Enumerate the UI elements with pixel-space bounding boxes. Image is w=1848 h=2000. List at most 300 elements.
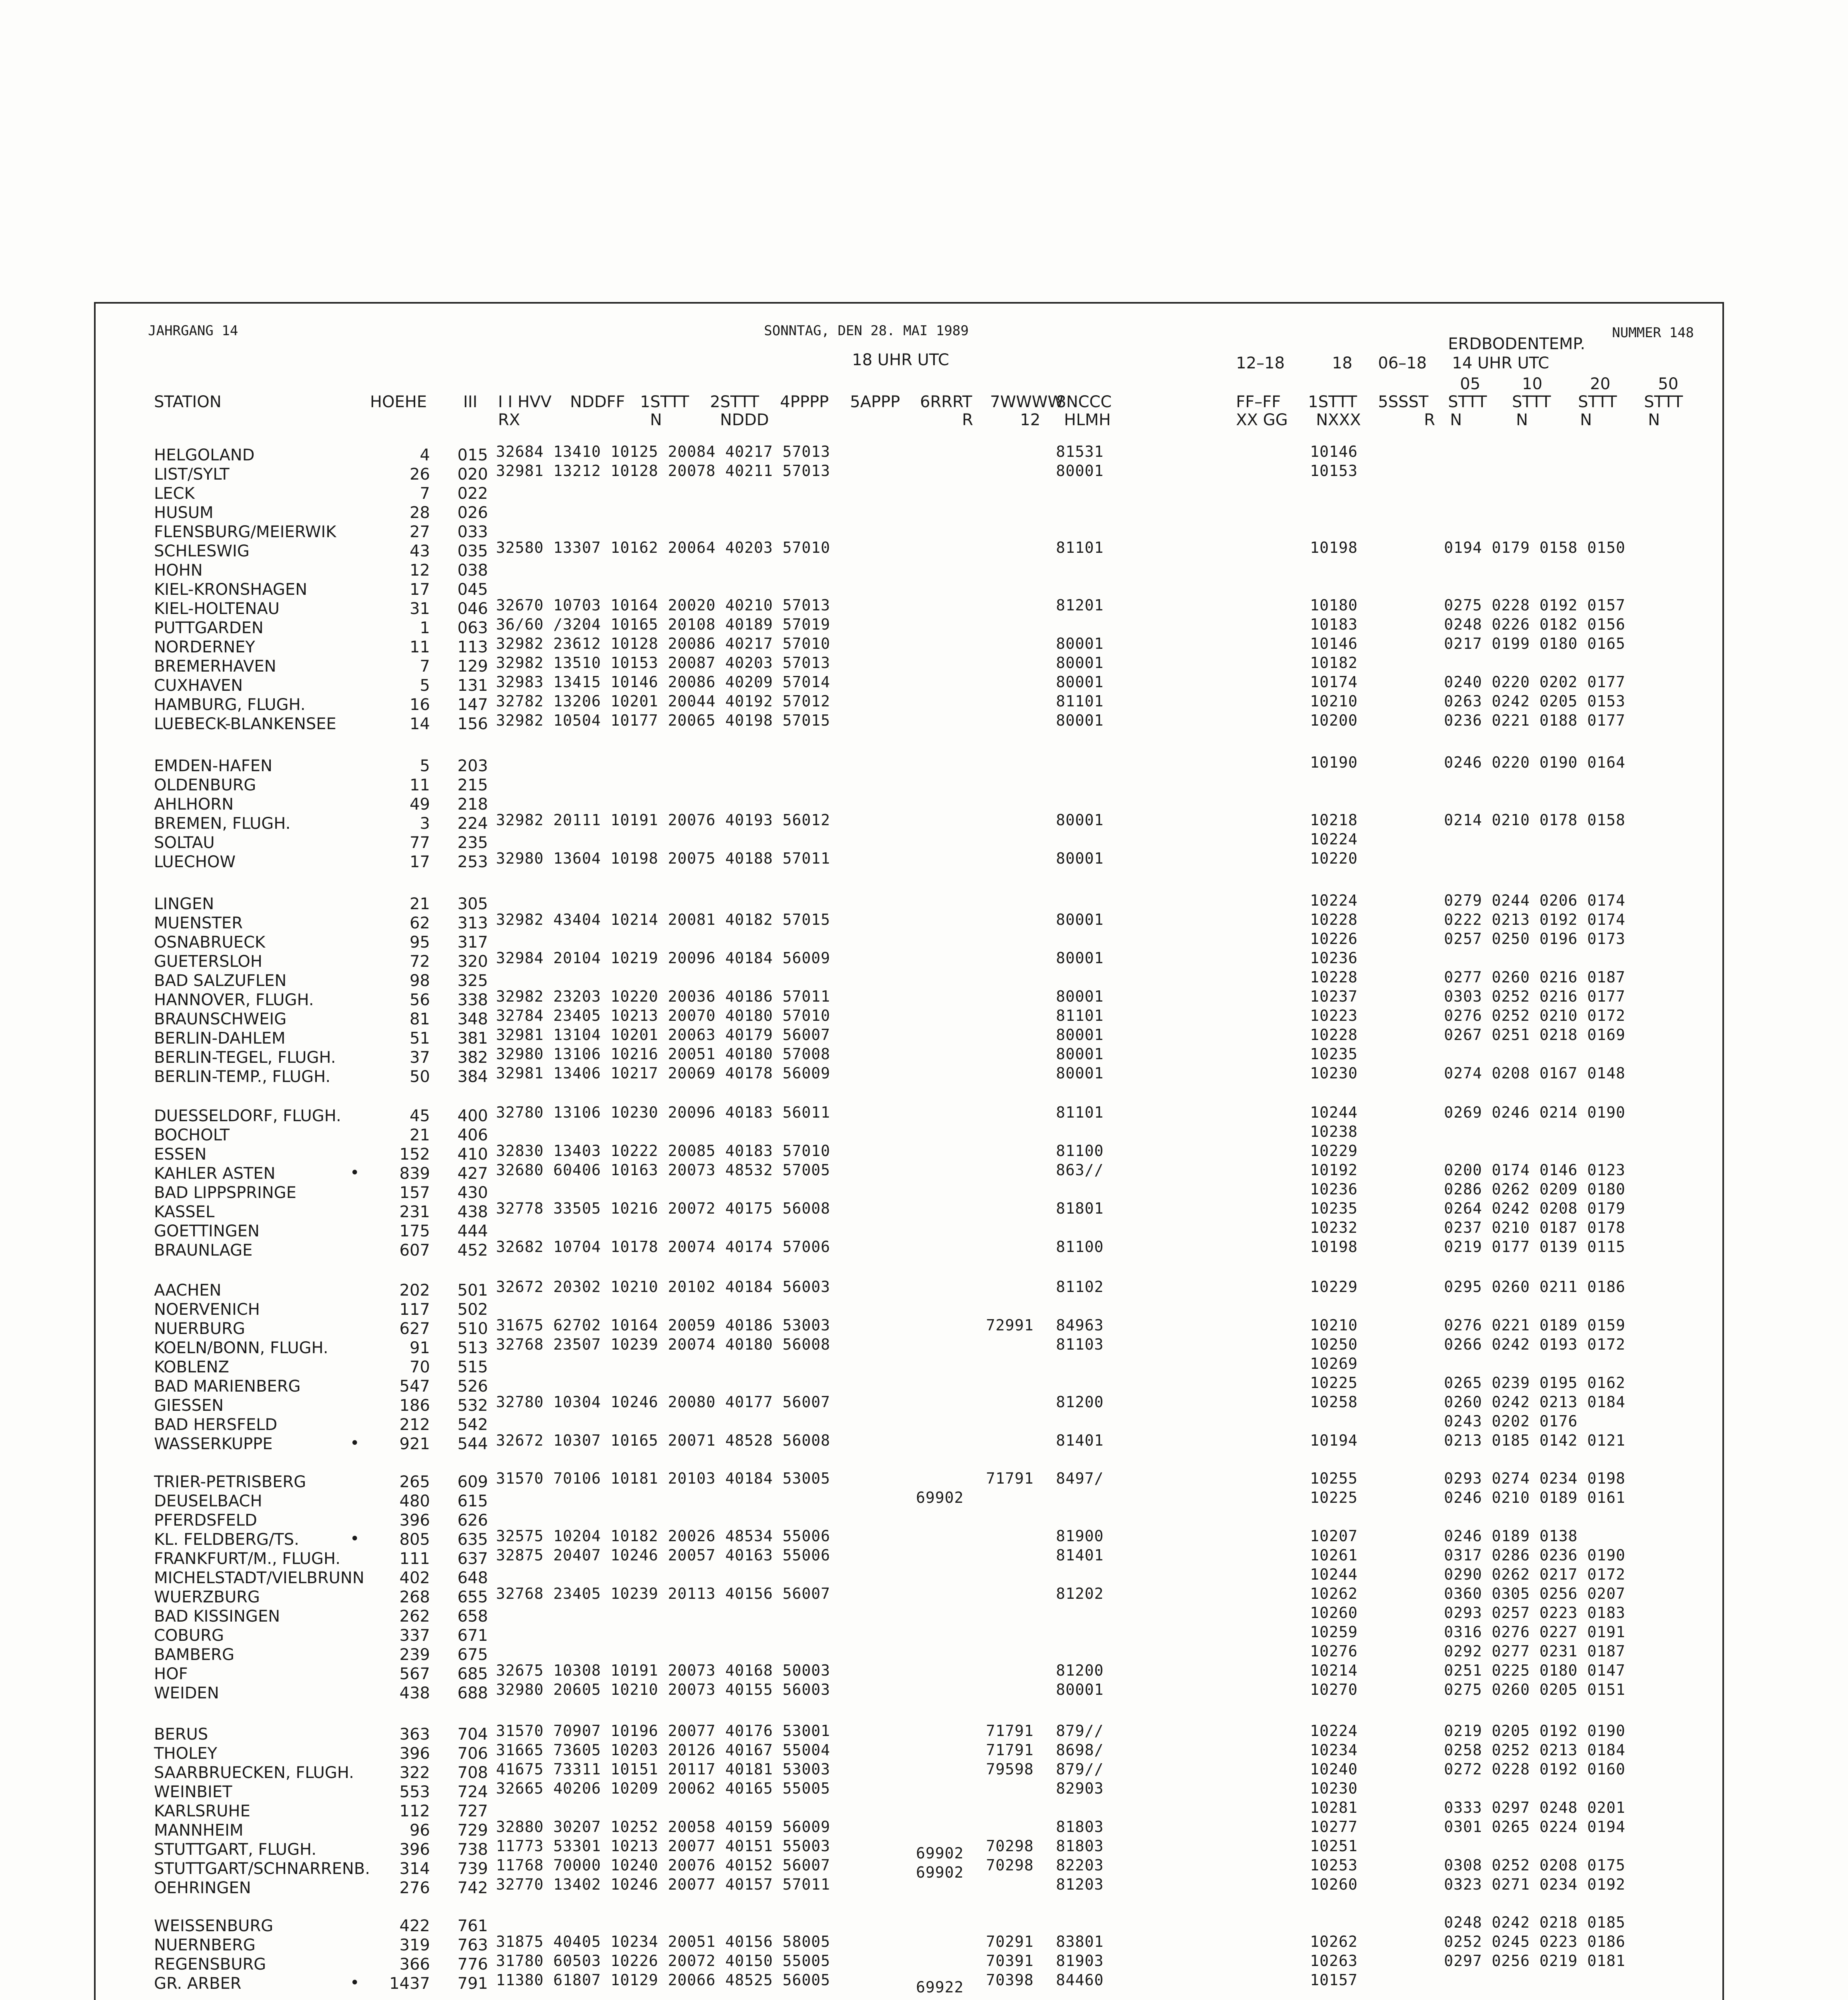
station-height: 7 bbox=[420, 484, 430, 503]
station-id: 320 bbox=[457, 952, 488, 971]
cloud-group: 81803 bbox=[1056, 1837, 1104, 1855]
cloud-group: 81101 bbox=[1056, 1007, 1104, 1024]
station-name: NUERNBERG bbox=[154, 1936, 256, 1954]
synop-groups: 32875 20407 10246 20057 40163 55006 bbox=[496, 1546, 830, 1564]
col-header-d50: 50 bbox=[1658, 375, 1678, 393]
station-height: 319 bbox=[399, 1936, 430, 1954]
col-header-nn: N bbox=[1516, 411, 1528, 429]
station-name: BAD MARIENBERG bbox=[154, 1377, 301, 1396]
station-name: NOERVENICH bbox=[154, 1300, 260, 1319]
station-height: 11 bbox=[410, 638, 430, 656]
station-name: AHLHORN bbox=[154, 795, 234, 814]
soil-temp-values: 0194 0179 0158 0150 bbox=[1444, 539, 1626, 556]
col-header-sttt: STTT bbox=[1512, 393, 1551, 411]
synop-groups: 32680 60406 10163 20073 48532 57005 bbox=[496, 1161, 830, 1179]
date-label: SONNTAG, DEN 28. MAI 1989 bbox=[764, 323, 969, 339]
station-id: 791 bbox=[457, 1974, 488, 1993]
soil-temp-values: 0243 0202 0176 bbox=[1444, 1412, 1578, 1430]
synop-groups: 32984 20104 10219 20096 40184 56009 bbox=[496, 949, 830, 967]
station-height: 186 bbox=[399, 1396, 430, 1415]
station-name: BAD SALZUFLEN bbox=[154, 972, 287, 990]
max-temp-group: 10277 bbox=[1310, 1818, 1358, 1836]
station-height: 91 bbox=[410, 1339, 430, 1357]
cloud-group: 80001 bbox=[1056, 1026, 1104, 1044]
cloud-group: 80001 bbox=[1056, 850, 1104, 867]
station-height: 553 bbox=[399, 1783, 430, 1801]
cloud-group: 81202 bbox=[1056, 1585, 1104, 1602]
synop-groups: 32770 13402 10246 20077 40157 57011 bbox=[496, 1876, 830, 1893]
weather-group: 70298 bbox=[986, 1837, 1034, 1855]
synop-groups: 32780 13106 10230 20096 40183 56011 bbox=[496, 1104, 830, 1121]
weather-group: 70291 bbox=[986, 1933, 1034, 1950]
max-temp-group: 10244 bbox=[1310, 1566, 1358, 1583]
precip-group: 69902 bbox=[916, 1844, 964, 1862]
station-name: GIESSEN bbox=[154, 1396, 224, 1415]
cloud-group: 82203 bbox=[1056, 1856, 1104, 1874]
station-id: 688 bbox=[457, 1684, 488, 1702]
col-header-c5appp: 5APPP bbox=[850, 393, 900, 411]
station-height: 31 bbox=[410, 600, 430, 618]
col-header-nn: N bbox=[1450, 411, 1462, 429]
station-id: 384 bbox=[457, 1068, 488, 1086]
max-temp-group: 10236 bbox=[1310, 949, 1358, 967]
max-temp-group: 10214 bbox=[1310, 1662, 1358, 1679]
station-name: MANNHEIM bbox=[154, 1821, 244, 1840]
soil-temp-values: 0213 0185 0142 0121 bbox=[1444, 1432, 1626, 1449]
station-id: 203 bbox=[457, 757, 488, 775]
station-height: 112 bbox=[399, 1802, 430, 1820]
station-id: 156 bbox=[457, 715, 488, 733]
max-temp-group: 10223 bbox=[1310, 1007, 1358, 1024]
station-name: EMDEN-HAFEN bbox=[154, 757, 272, 775]
cloud-group: 80001 bbox=[1056, 1064, 1104, 1082]
station-height: 7 bbox=[420, 657, 430, 676]
max-temp-group: 10259 bbox=[1310, 1623, 1358, 1641]
synop-groups: 32575 10204 10182 20026 48534 55006 bbox=[496, 1527, 830, 1545]
utc-18-heading: 18 UHR UTC bbox=[852, 351, 949, 369]
station-name: ESSEN bbox=[154, 1145, 207, 1164]
station-height: 95 bbox=[410, 933, 430, 952]
station-height: 17 bbox=[410, 580, 430, 599]
station-id: 626 bbox=[457, 1511, 488, 1530]
station-id: 015 bbox=[457, 446, 488, 464]
soil-temp-values: 0260 0242 0213 0184 bbox=[1444, 1393, 1626, 1411]
station-name: LUEBECK-BLANKENSEE bbox=[154, 715, 336, 733]
soil-temp-values: 0277 0260 0216 0187 bbox=[1444, 968, 1626, 986]
station-id: 502 bbox=[457, 1300, 488, 1319]
station-name: TRIER-PETRISBERG bbox=[154, 1473, 306, 1491]
max-temp-group: 10262 bbox=[1310, 1585, 1358, 1602]
max-temp-group: 10194 bbox=[1310, 1432, 1358, 1449]
max-temp-group: 10262 bbox=[1310, 1933, 1358, 1950]
period-18: 18 bbox=[1332, 354, 1352, 372]
max-temp-group: 10224 bbox=[1310, 830, 1358, 848]
synop-groups: 32778 33505 10216 20072 40175 56008 bbox=[496, 1200, 830, 1217]
station-height: 839 bbox=[399, 1164, 430, 1183]
soil-temp-values: 0272 0228 0192 0160 bbox=[1444, 1760, 1626, 1778]
synop-groups: 32768 23405 10239 20113 40156 56007 bbox=[496, 1585, 830, 1602]
soil-temp-values: 0219 0205 0192 0190 bbox=[1444, 1722, 1626, 1740]
station-name: NUERBURG bbox=[154, 1320, 245, 1338]
station-id: 317 bbox=[457, 933, 488, 952]
max-temp-group: 10258 bbox=[1310, 1393, 1358, 1411]
station-id: 724 bbox=[457, 1783, 488, 1801]
cloud-group: 81401 bbox=[1056, 1546, 1104, 1564]
station-name: LUECHOW bbox=[154, 853, 236, 871]
station-height: 17 bbox=[410, 853, 430, 871]
weather-group: 71791 bbox=[986, 1741, 1034, 1759]
station-id: 313 bbox=[457, 914, 488, 932]
max-temp-group: 10220 bbox=[1310, 850, 1358, 867]
station-name: BREMEN, FLUGH. bbox=[154, 814, 291, 833]
station-id: 615 bbox=[457, 1492, 488, 1510]
station-id: 685 bbox=[457, 1665, 488, 1683]
soil-temp-values: 0269 0246 0214 0190 bbox=[1444, 1104, 1626, 1121]
station-id: 045 bbox=[457, 580, 488, 599]
soil-temp-values: 0275 0228 0192 0157 bbox=[1444, 596, 1626, 614]
cloud-group: 84963 bbox=[1056, 1316, 1104, 1334]
max-temp-group: 10198 bbox=[1310, 1238, 1358, 1256]
station-height: 175 bbox=[399, 1222, 430, 1240]
soil-temp-values: 0240 0220 0202 0177 bbox=[1444, 673, 1626, 691]
station-height: 70 bbox=[410, 1358, 430, 1376]
station-id: 513 bbox=[457, 1339, 488, 1357]
synop-groups: 32670 10703 10164 20020 40210 57013 bbox=[496, 596, 830, 614]
soil-temp-values: 0316 0276 0227 0191 bbox=[1444, 1623, 1626, 1641]
soil-temp-values: 0214 0210 0178 0158 bbox=[1444, 811, 1626, 829]
max-temp-group: 10237 bbox=[1310, 988, 1358, 1005]
cloud-group: 80001 bbox=[1056, 1045, 1104, 1063]
station-height: 43 bbox=[410, 542, 430, 560]
max-temp-group: 10229 bbox=[1310, 1278, 1358, 1296]
max-temp-group: 10224 bbox=[1310, 1722, 1358, 1740]
station-height: 56 bbox=[410, 991, 430, 1009]
station-name: KARLSRUHE bbox=[154, 1802, 250, 1820]
synop-groups: 32980 13106 10216 20051 40180 57008 bbox=[496, 1045, 830, 1063]
station-name: SCHLESWIG bbox=[154, 542, 250, 560]
station-height: 396 bbox=[399, 1511, 430, 1530]
max-temp-group: 10263 bbox=[1310, 1952, 1358, 1970]
cloud-group: 879// bbox=[1056, 1760, 1104, 1778]
station-id: 532 bbox=[457, 1396, 488, 1415]
station-id: 706 bbox=[457, 1744, 488, 1763]
synop-groups: 11768 70000 10240 20076 40152 56007 bbox=[496, 1856, 830, 1874]
station-height: 547 bbox=[399, 1377, 430, 1396]
station-name: KASSEL bbox=[154, 1203, 215, 1221]
station-id: 542 bbox=[457, 1416, 488, 1434]
soil-temp-values: 0237 0210 0187 0178 bbox=[1444, 1219, 1626, 1236]
synop-groups: 32982 10504 10177 20065 40198 57015 bbox=[496, 712, 830, 729]
station-name: COBURG bbox=[154, 1626, 224, 1645]
soil-temp-values: 0265 0239 0195 0162 bbox=[1444, 1374, 1626, 1392]
col-header-iihvv: I I HVV bbox=[498, 393, 552, 411]
cloud-group: 80001 bbox=[1056, 1681, 1104, 1698]
soil-temp-values: 0292 0277 0231 0187 bbox=[1444, 1642, 1626, 1660]
max-temp-group: 10225 bbox=[1310, 1489, 1358, 1506]
soil-temp-values: 0290 0262 0217 0172 bbox=[1444, 1566, 1626, 1583]
station-id: 729 bbox=[457, 1821, 488, 1840]
max-temp-group: 10229 bbox=[1310, 1142, 1358, 1160]
station-height: 422 bbox=[399, 1917, 430, 1935]
station-id: 708 bbox=[457, 1764, 488, 1782]
station-name: LINGEN bbox=[154, 895, 214, 913]
max-temp-group: 10250 bbox=[1310, 1336, 1358, 1353]
max-temp-group: 10255 bbox=[1310, 1470, 1358, 1487]
col-header-d20: 20 bbox=[1590, 375, 1610, 393]
station-id: 348 bbox=[457, 1010, 488, 1028]
cloud-group: 879// bbox=[1056, 1722, 1104, 1740]
station-name: SAARBRUECKEN, FLUGH. bbox=[154, 1764, 354, 1782]
max-temp-group: 10146 bbox=[1310, 443, 1358, 460]
precip-group: 69902 bbox=[916, 1489, 964, 1506]
station-name: HOF bbox=[154, 1665, 188, 1683]
max-temp-group: 10240 bbox=[1310, 1760, 1358, 1778]
station-id: 452 bbox=[457, 1241, 488, 1260]
station-height: 111 bbox=[399, 1550, 430, 1568]
soil-temp-values: 0219 0177 0139 0115 bbox=[1444, 1238, 1626, 1256]
station-id: 742 bbox=[457, 1879, 488, 1897]
station-height: 396 bbox=[399, 1744, 430, 1763]
max-temp-group: 10174 bbox=[1310, 673, 1358, 691]
station-height: 366 bbox=[399, 1955, 430, 1974]
station-id: 671 bbox=[457, 1626, 488, 1645]
station-id: 501 bbox=[457, 1281, 488, 1300]
station-id: 738 bbox=[457, 1840, 488, 1859]
station-name: DEUSELBACH bbox=[154, 1492, 262, 1510]
station-height: 276 bbox=[399, 1879, 430, 1897]
station-height: 262 bbox=[399, 1607, 430, 1626]
station-name: OSNABRUECK bbox=[154, 933, 266, 952]
max-temp-group: 10228 bbox=[1310, 968, 1358, 986]
max-temp-group: 10180 bbox=[1310, 596, 1358, 614]
weather-group: 71791 bbox=[986, 1470, 1034, 1487]
cloud-group: 81103 bbox=[1056, 1336, 1104, 1353]
mountain-station-marker: • bbox=[350, 1530, 360, 1548]
soil-temp-values: 0295 0260 0211 0186 bbox=[1444, 1278, 1626, 1296]
station-id: 035 bbox=[457, 542, 488, 560]
station-name: BERLIN-DAHLEM bbox=[154, 1029, 286, 1048]
soil-temp-values: 0246 0189 0138 bbox=[1444, 1527, 1578, 1545]
station-height: 62 bbox=[410, 914, 430, 932]
precip-group: 69902 bbox=[916, 1864, 964, 1881]
col-header-c4pppp: 4PPPP bbox=[780, 393, 829, 411]
synop-groups: 32672 20302 10210 20102 40184 56003 bbox=[496, 1278, 830, 1296]
issue-number: NUMMER 148 bbox=[1612, 325, 1694, 341]
station-id: 325 bbox=[457, 972, 488, 990]
station-id: 026 bbox=[457, 504, 488, 522]
station-name: FLENSBURG/MEIERWIK bbox=[154, 523, 336, 541]
station-name: LIST/SYLT bbox=[154, 465, 230, 484]
station-name: BAD HERSFELD bbox=[154, 1416, 278, 1434]
soil-temp-values: 0246 0220 0190 0164 bbox=[1444, 754, 1626, 771]
station-id: 655 bbox=[457, 1588, 488, 1606]
station-id: 648 bbox=[457, 1569, 488, 1587]
station-id: 113 bbox=[457, 638, 488, 656]
station-name: WEISSENBURG bbox=[154, 1917, 274, 1935]
synop-groups: 32981 13212 10128 20078 40211 57013 bbox=[496, 462, 830, 480]
cloud-group: 80001 bbox=[1056, 462, 1104, 480]
soil-temp-values: 0252 0245 0223 0186 bbox=[1444, 1933, 1626, 1950]
station-name: BREMERHAVEN bbox=[154, 657, 276, 676]
cloud-group: 80001 bbox=[1056, 911, 1104, 928]
station-height: 1437 bbox=[389, 1974, 430, 1993]
max-temp-group: 10276 bbox=[1310, 1642, 1358, 1660]
synop-groups: 31570 70907 10196 20077 40176 53001 bbox=[496, 1722, 830, 1740]
col-header-station: STATION bbox=[154, 393, 222, 411]
station-name: BERUS bbox=[154, 1725, 208, 1744]
station-id: 129 bbox=[457, 657, 488, 676]
synop-groups: 32768 23507 10239 20074 40180 56008 bbox=[496, 1336, 830, 1353]
soil-temp-values: 0276 0221 0189 0159 bbox=[1444, 1316, 1626, 1334]
soil-temp-values: 0246 0210 0189 0161 bbox=[1444, 1489, 1626, 1506]
station-id: 215 bbox=[457, 776, 488, 794]
station-height: 438 bbox=[399, 1684, 430, 1702]
max-temp-group: 10253 bbox=[1310, 1856, 1358, 1874]
weather-group: 71791 bbox=[986, 1722, 1034, 1740]
station-id: 776 bbox=[457, 1955, 488, 1974]
col-header-n: N bbox=[650, 411, 662, 429]
station-height: 28 bbox=[410, 504, 430, 522]
station-height: 402 bbox=[399, 1569, 430, 1587]
station-name: HANNOVER, FLUGH. bbox=[154, 991, 314, 1009]
station-name: KOELN/BONN, FLUGH. bbox=[154, 1339, 328, 1357]
cloud-group: 82903 bbox=[1056, 1780, 1104, 1797]
soil-temp-values: 0308 0252 0208 0175 bbox=[1444, 1856, 1626, 1874]
station-id: 305 bbox=[457, 895, 488, 913]
soil-temp-values: 0200 0174 0146 0123 bbox=[1444, 1161, 1626, 1179]
station-id: 637 bbox=[457, 1550, 488, 1568]
col-header-xxgg: XX GG bbox=[1236, 411, 1288, 429]
station-height: 4 bbox=[420, 446, 430, 464]
col-header-r2: R bbox=[1424, 411, 1435, 429]
station-id: 675 bbox=[457, 1646, 488, 1664]
synop-groups: 32780 10304 10246 20080 40177 56007 bbox=[496, 1393, 830, 1411]
station-name: GR. ARBER bbox=[154, 1974, 242, 1993]
station-id: 635 bbox=[457, 1530, 488, 1549]
station-height: 363 bbox=[399, 1725, 430, 1744]
max-temp-group: 10261 bbox=[1310, 1546, 1358, 1564]
cloud-group: 81900 bbox=[1056, 1527, 1104, 1545]
max-temp-group: 10244 bbox=[1310, 1104, 1358, 1121]
max-temp-group: 10270 bbox=[1310, 1681, 1358, 1698]
soil-temp-values: 0279 0244 0206 0174 bbox=[1444, 892, 1626, 909]
soil-temp-values: 0274 0208 0167 0148 bbox=[1444, 1064, 1626, 1082]
station-height: 21 bbox=[410, 1126, 430, 1144]
mountain-station-marker: • bbox=[350, 1164, 360, 1182]
cloud-group: 80001 bbox=[1056, 673, 1104, 691]
soil-temp-values: 0236 0221 0188 0177 bbox=[1444, 712, 1626, 729]
soil-temp-values: 0293 0257 0223 0183 bbox=[1444, 1604, 1626, 1622]
weather-group: 70298 bbox=[986, 1856, 1034, 1874]
soil-temp-values: 0222 0213 0192 0174 bbox=[1444, 911, 1626, 928]
soil-temp-values: 0360 0305 0256 0207 bbox=[1444, 1585, 1626, 1602]
station-name: SOLTAU bbox=[154, 834, 215, 852]
max-temp-group: 10260 bbox=[1310, 1604, 1358, 1622]
soil-temp-values: 0323 0271 0234 0192 bbox=[1444, 1876, 1626, 1893]
station-id: 427 bbox=[457, 1164, 488, 1183]
station-name: DUESSELDORF, FLUGH. bbox=[154, 1107, 341, 1125]
max-temp-group: 10210 bbox=[1310, 692, 1358, 710]
station-id: 381 bbox=[457, 1029, 488, 1048]
synop-groups: 32982 13510 10153 20087 40203 57013 bbox=[496, 654, 830, 672]
station-name: STUTTGART, FLUGH. bbox=[154, 1840, 317, 1859]
station-height: 152 bbox=[399, 1145, 430, 1164]
station-id: 410 bbox=[457, 1145, 488, 1164]
station-name: PFERDSFELD bbox=[154, 1511, 257, 1530]
station-id: 046 bbox=[457, 600, 488, 618]
cloud-group: 81101 bbox=[1056, 692, 1104, 710]
col-header-c12: 12 bbox=[1020, 411, 1040, 429]
station-height: 50 bbox=[410, 1068, 430, 1086]
station-name: BERLIN-TEGEL, FLUGH. bbox=[154, 1048, 336, 1067]
station-name: GUETERSLOH bbox=[154, 952, 262, 971]
max-temp-group: 10146 bbox=[1310, 635, 1358, 652]
max-temp-group: 10260 bbox=[1310, 1876, 1358, 1893]
station-id: 400 bbox=[457, 1107, 488, 1125]
station-height: 231 bbox=[399, 1203, 430, 1221]
station-id: 382 bbox=[457, 1048, 488, 1067]
max-temp-group: 10210 bbox=[1310, 1316, 1358, 1334]
col-header-nddff: NDDFF bbox=[570, 393, 625, 411]
max-temp-group: 10183 bbox=[1310, 616, 1358, 633]
cloud-group: 81401 bbox=[1056, 1432, 1104, 1449]
station-height: 37 bbox=[410, 1048, 430, 1067]
cloud-group: 80001 bbox=[1056, 712, 1104, 729]
station-name: WEINBIET bbox=[154, 1783, 232, 1801]
station-name: CUXHAVEN bbox=[154, 676, 243, 695]
max-temp-group: 10228 bbox=[1310, 911, 1358, 928]
station-id: 224 bbox=[457, 814, 488, 833]
station-height: 49 bbox=[410, 795, 430, 814]
station-name: BAMBERG bbox=[154, 1646, 234, 1664]
cloud-group: 81201 bbox=[1056, 596, 1104, 614]
col-header-sttt: STTT bbox=[1644, 393, 1683, 411]
station-id: 338 bbox=[457, 991, 488, 1009]
station-name: MICHELSTADT/VIELBRUNN bbox=[154, 1569, 364, 1587]
station-name: KAHLER ASTEN bbox=[154, 1164, 276, 1183]
soil-temp-values: 0258 0252 0213 0184 bbox=[1444, 1741, 1626, 1759]
col-header-c8nccc: 8NCCC bbox=[1056, 393, 1112, 411]
soil-temp-values: 0257 0250 0196 0173 bbox=[1444, 930, 1626, 948]
station-name: PUTTGARDEN bbox=[154, 619, 264, 637]
station-height: 627 bbox=[399, 1320, 430, 1338]
station-height: 14 bbox=[410, 715, 430, 733]
station-id: 727 bbox=[457, 1802, 488, 1820]
station-height: 72 bbox=[410, 952, 430, 971]
cloud-group: 80001 bbox=[1056, 654, 1104, 672]
station-name: FRANKFURT/M., FLUGH. bbox=[154, 1550, 341, 1568]
cloud-group: 80001 bbox=[1056, 988, 1104, 1005]
station-name: BERLIN-TEMP., FLUGH. bbox=[154, 1068, 331, 1086]
soil-temp-values: 0263 0242 0205 0153 bbox=[1444, 692, 1626, 710]
cloud-group: 8497/ bbox=[1056, 1470, 1104, 1487]
station-name: GOETTINGEN bbox=[154, 1222, 260, 1240]
station-height: 77 bbox=[410, 834, 430, 852]
station-name: WASSERKUPPE bbox=[154, 1435, 273, 1453]
station-id: 704 bbox=[457, 1725, 488, 1744]
max-temp-group: 10238 bbox=[1310, 1123, 1358, 1140]
station-name: THOLEY bbox=[154, 1744, 217, 1763]
station-name: HAMBURG, FLUGH. bbox=[154, 696, 306, 714]
soil-temp-values: 0303 0252 0216 0177 bbox=[1444, 988, 1626, 1005]
max-temp-group: 10198 bbox=[1310, 539, 1358, 556]
station-id: 430 bbox=[457, 1184, 488, 1202]
station-id: 609 bbox=[457, 1473, 488, 1491]
weather-group: 70398 bbox=[986, 1971, 1034, 1989]
synop-groups: 31675 62702 10164 20059 40186 53003 bbox=[496, 1316, 830, 1334]
station-name: HUSUM bbox=[154, 504, 214, 522]
soil-temp-values: 0276 0252 0210 0172 bbox=[1444, 1007, 1626, 1024]
